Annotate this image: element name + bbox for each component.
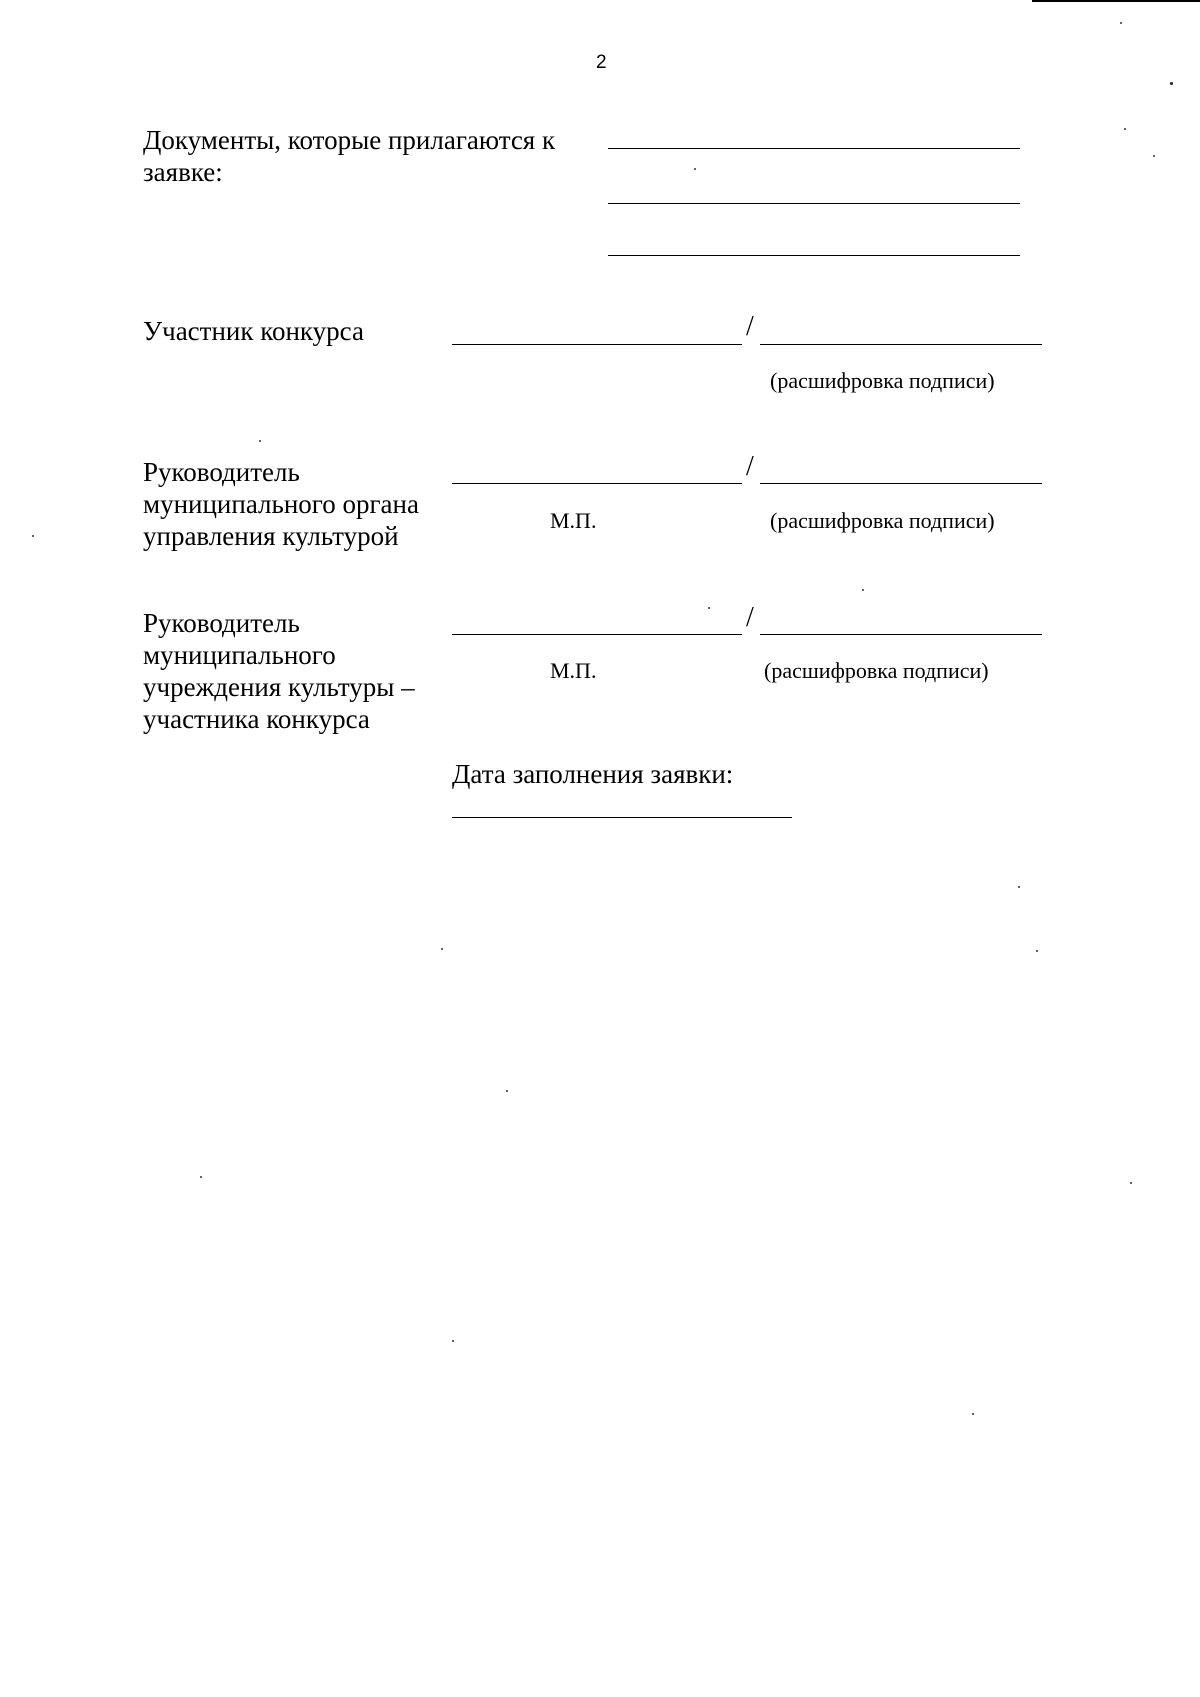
authority-head-decode-caption: (расшифровка подписи): [770, 508, 995, 533]
scan-speck: [506, 1090, 508, 1092]
participant-decode-line[interactable]: [760, 344, 1042, 345]
date-label: Дата заполнения заявки:: [452, 759, 734, 789]
scan-speck: [452, 1340, 454, 1342]
authority-head-signature-line[interactable]: [452, 483, 742, 484]
scan-speck: [1153, 155, 1155, 157]
scan-speck: [1120, 22, 1122, 24]
date-line[interactable]: [452, 817, 792, 818]
participant-slash: /: [746, 311, 754, 342]
scan-speck: [259, 440, 261, 442]
scan-speck: [1170, 82, 1173, 85]
scan-speck: [32, 535, 34, 537]
documents-label: Документы, которые прилагаются к заявке:: [143, 125, 556, 187]
institution-head-decode-line[interactable]: [760, 634, 1042, 635]
documents-line-1[interactable]: [608, 148, 1020, 149]
authority-head-label: Руководитель муниципального органа управления культурой: [143, 457, 419, 551]
page-number: 2: [596, 52, 607, 73]
institution-head-stamp: М.П.: [550, 658, 597, 683]
authority-head-stamp: М.П.: [550, 508, 597, 533]
scan-speck: [862, 589, 864, 591]
institution-head-signature-line[interactable]: [452, 634, 742, 635]
scan-speck: [1018, 886, 1020, 888]
authority-head-slash: /: [746, 451, 754, 482]
scan-speck: [694, 168, 696, 170]
participant-label: Участник конкурса: [143, 316, 364, 346]
scan-speck: [1036, 950, 1038, 952]
scan-speck: [1124, 128, 1126, 130]
scan-edge-rule: [1032, 0, 1200, 2]
institution-head-slash: /: [746, 602, 754, 633]
scan-speck: [972, 1413, 974, 1415]
documents-line-3[interactable]: [608, 255, 1020, 256]
scan-speck: [441, 948, 443, 950]
scan-speck: [708, 607, 710, 609]
scan-speck: [200, 1176, 202, 1178]
institution-head-decode-caption: (расшифровка подписи): [764, 658, 989, 683]
participant-signature-line[interactable]: [452, 344, 742, 345]
documents-line-2[interactable]: [608, 203, 1020, 204]
scan-speck: [1130, 1182, 1132, 1184]
participant-decode-caption: (расшифровка подписи): [770, 368, 995, 393]
authority-head-decode-line[interactable]: [760, 483, 1042, 484]
institution-head-label: Руководитель муниципального учреждения культуры – участника конкурса: [143, 608, 415, 734]
